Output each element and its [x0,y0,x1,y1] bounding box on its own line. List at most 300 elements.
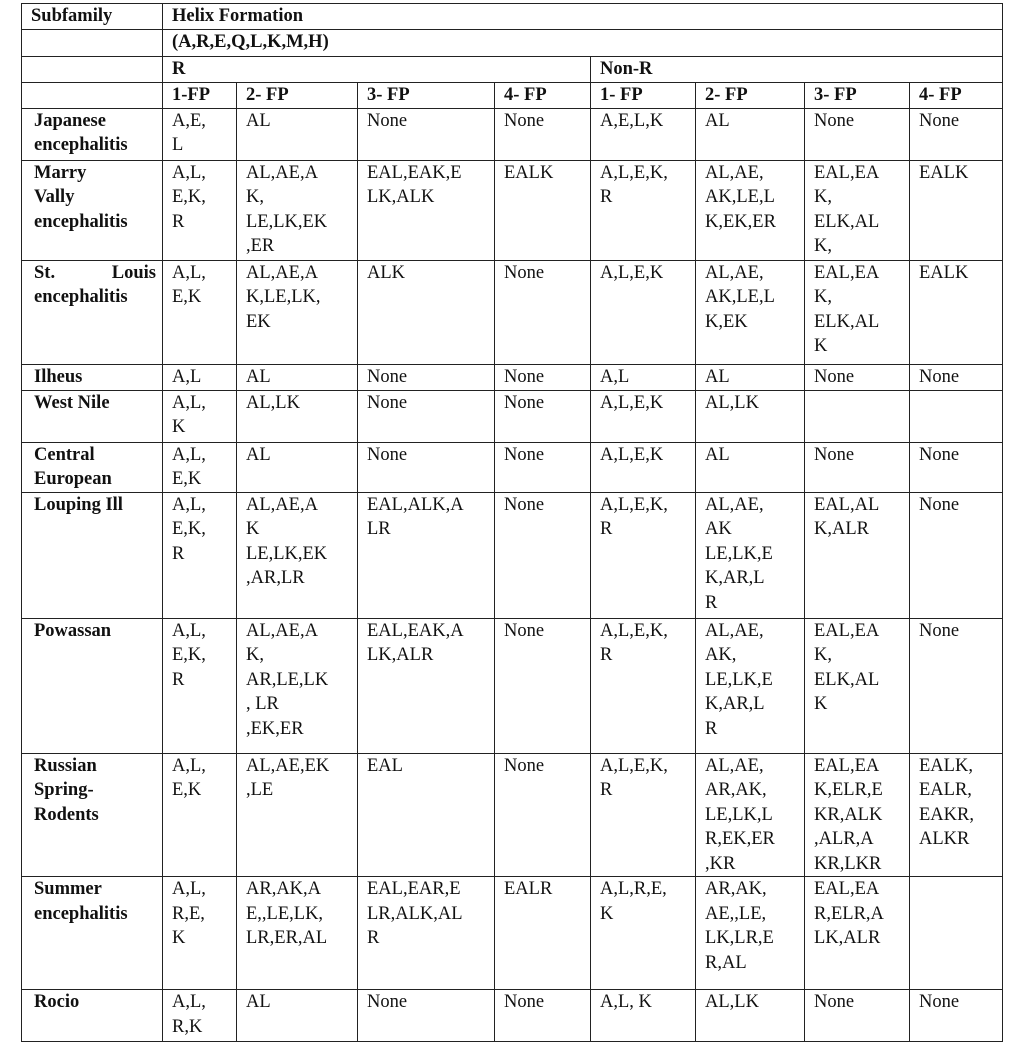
data-cell [591,442,696,492]
cell-value-line: EAL,ALK,A [367,494,464,515]
data-cell [805,108,910,160]
cell-value-line: R,E, [172,903,205,924]
data-cell [696,492,805,618]
data-cell [237,442,358,492]
cell-value-line: A,L, [172,494,206,515]
group-non-r-header: Non-R [591,56,1003,82]
data-cell [163,260,237,364]
cell-value-line: EAL,AL [814,494,880,515]
data-cell [163,364,237,390]
table-row [22,618,1003,753]
cell-value-line: LE,LK,L [705,804,773,825]
data-cell [495,108,591,160]
cell-value-line: K, [814,645,832,665]
cell-value-line: AR,LE,LK [246,669,329,690]
cell-value-line: None [919,620,960,641]
data-cell [237,390,358,442]
empty-header-cell [22,82,163,108]
cell-value-line: EALR [504,879,553,899]
cell-value-line: K,AR,L [705,694,765,714]
cell-value-line: EAL,EA [814,879,880,899]
data-cell [591,492,696,618]
cell-value-line: AL,AE, [705,494,764,515]
cell-value-line: R,ELR,A [814,903,884,924]
data-cell [495,877,591,990]
data-cell [237,160,358,260]
cell-value-line: A,L, K [600,992,652,1012]
data-cell [358,390,495,442]
cell-value-line: E,K [172,780,202,800]
cell-value-line: EAL,EAK,E [367,162,462,183]
cell-value-line: AK [705,519,732,539]
cell-value-line: None [919,992,960,1012]
cell-value-line: K [246,519,260,539]
cell-value-line: K,EK,ER [705,211,776,232]
data-cell [805,877,910,990]
cell-value-line: None [504,755,545,776]
table-row [22,160,1003,260]
cell-value-line: R,AL [705,952,747,973]
subfamily-cell [22,160,163,260]
column-header: 4- FP [495,82,591,108]
data-cell [163,442,237,492]
data-cell [358,442,495,492]
helix-formation-table [21,3,1003,1042]
cell-value-line: AR,AK, [705,879,767,899]
data-cell [237,108,358,160]
cell-value-line: AL [705,444,730,465]
data-cell [358,492,495,618]
table-row [22,990,1003,1042]
cell-value-line: LE,LK,EK [246,211,328,232]
cell-value-line: KR,ALK [814,804,883,825]
cell-value-line: AL,LK [705,392,759,413]
data-cell [696,442,805,492]
data-cell [163,160,237,260]
cell-value-line: None [814,366,855,387]
cell-value-line: A,L [172,366,202,387]
subfamily-name-line: Louping Ill [34,494,123,515]
cell-value-line: E,K, [172,645,206,665]
cell-value-line: LR,ER,AL [246,928,328,948]
data-cell [237,364,358,390]
cell-value-line: K,ELR,E [814,780,883,800]
cell-value-line: ELK,AL [814,669,880,690]
cell-value-line: A,L, [172,620,206,641]
column-header: 3- FP [358,82,495,108]
subfamily-name-line: Russian [34,755,97,776]
cell-value-line: L [172,135,184,155]
cell-value-line: K, [814,187,832,207]
cell-value-line: R [705,718,718,739]
data-cell [495,364,591,390]
data-cell [805,753,910,877]
data-cell [591,390,696,442]
data-cell [237,260,358,364]
cell-value-line: None [504,110,545,131]
subfamily-name-line: European [34,469,112,489]
cell-value-line: A,L,E,K, [600,620,668,641]
cell-value-line: A,L, [172,162,206,183]
cell-value-line: R [600,519,613,539]
data-cell [163,753,237,877]
data-cell [163,877,237,990]
data-cell [358,753,495,877]
data-cell [805,618,910,753]
cell-value-line: None [919,366,960,387]
cell-value-line: None [504,366,545,387]
cell-value-line: LE,LK,E [705,669,773,690]
subfamily-header: Subfamily [22,4,163,30]
subfamily-cell [22,877,163,990]
cell-value-line: AL,LK [246,392,300,413]
cell-value-line: A,L [600,366,630,387]
data-cell [591,990,696,1042]
data-cell [237,877,358,990]
cell-value-line: ,EK,ER [246,718,304,739]
cell-value-line: EAL [367,755,403,776]
cell-value-line: AL,AE, [705,755,764,776]
cell-value-line: LK,LR,E [705,928,774,948]
cell-value-line: AL [246,366,271,387]
data-cell [358,877,495,990]
cell-value-line: E,K, [172,519,206,539]
cell-value-line: E,K [172,469,202,489]
column-header: 2- FP [696,82,805,108]
column-header: 2- FP [237,82,358,108]
data-cell [805,442,910,492]
cell-value-line: AL [705,366,730,387]
empty-header-cell [22,29,163,56]
cell-value-line: K,EK [705,311,748,332]
cell-value-line: None [504,262,545,283]
data-cell [358,260,495,364]
cell-value-line: A,E, [172,110,206,131]
subfamily-name-line: Rocio [34,992,80,1012]
data-cell [910,877,1003,990]
data-cell [358,108,495,160]
data-cell [591,364,696,390]
cell-value-line: E,K, [172,187,206,207]
data-cell [696,753,805,877]
data-cell [495,160,591,260]
header-row-columns [22,82,1003,108]
cell-value-line: ELK,AL [814,311,880,332]
cell-value-line: K [814,694,828,714]
subfamily-name-line: Marry [34,162,87,183]
cell-value-line: None [919,444,960,465]
data-cell [237,492,358,618]
group-r-header: R [163,56,591,82]
cell-value-line: AK,LE,L [705,287,775,307]
subfamily-name-line: Central [34,444,95,465]
data-cell [910,442,1003,492]
data-cell [910,108,1003,160]
subfamily-cell [22,990,163,1042]
subfamily-name-line: Rodents [34,804,99,825]
cell-value-line: ,AR,LR [246,568,305,588]
cell-value-line: AL,AE,A [246,620,318,641]
subfamily-cell [22,260,163,364]
data-cell [696,390,805,442]
data-cell [696,160,805,260]
cell-value-line: A,L,E,K [600,392,664,413]
data-cell [696,260,805,364]
cell-value-line: ,ER [246,236,275,256]
data-cell [495,390,591,442]
data-cell [805,492,910,618]
cell-value-line: R,EK,ER [705,829,775,849]
cell-value-line: LE,LK,E [705,543,773,564]
cell-value-line: A,L, [172,755,206,776]
cell-value-line: AL [246,110,271,131]
cell-value-line: EAL,EA [814,620,880,641]
cell-value-line: AK,LE,L [705,187,775,207]
data-cell [358,364,495,390]
data-cell [358,160,495,260]
data-cell [163,618,237,753]
data-cell [358,990,495,1042]
cell-value-line: LK,ALK [367,187,435,207]
table-row [22,877,1003,990]
cell-value-line: A,L,E,K, [600,162,668,183]
data-cell [495,492,591,618]
column-header: 1-FP [163,82,237,108]
cell-value-line: AL,AE, [705,162,764,183]
subfamily-cell [22,108,163,160]
data-cell [696,618,805,753]
cell-value-line: K,LE,LK, [246,287,321,307]
cell-value-line: EALR, [919,780,972,800]
cell-value-line: R [172,543,185,564]
data-cell [910,990,1003,1042]
cell-value-line: None [814,992,855,1012]
table-row [22,753,1003,877]
cell-value-line: ,ALR,A [814,829,874,849]
data-cell [805,390,910,442]
subfamily-name-line: Ilheus [34,366,83,387]
data-cell [358,618,495,753]
data-cell [910,364,1003,390]
cell-value-line: EAL,EAK,A [367,620,464,641]
data-cell [910,618,1003,753]
cell-value-line: AL,AE,A [246,162,318,183]
data-cell [805,364,910,390]
cell-value-line: A,L, [172,392,206,413]
data-cell [495,260,591,364]
cell-value-line: EALK [504,162,554,183]
cell-value-line: LR,ALK,AL [367,903,463,924]
table-row [22,492,1003,618]
subfamily-name-line: West Nile [34,392,110,413]
data-cell [805,260,910,364]
data-cell [910,260,1003,364]
cell-value-line: AE,,LE, [705,903,767,924]
data-cell [237,990,358,1042]
cell-value-line: A,L,E,K [600,262,664,283]
subfamily-name-line: Spring- [34,780,94,800]
subfamily-name-line: encephalitis [34,135,128,155]
cell-value-line: EAL,EAR,E [367,879,461,899]
cell-value-line: AL,AE,A [246,494,318,515]
cell-value-line: None [504,392,545,413]
cell-value-line: R [367,928,380,948]
data-cell [495,618,591,753]
subfamily-cell [22,390,163,442]
cell-value-line: R [172,211,185,232]
cell-value-line: K,AR,L [705,568,765,588]
subfamily-cell [22,618,163,753]
cell-value-line: E,K [172,287,202,307]
data-cell [163,108,237,160]
data-cell [696,990,805,1042]
column-header: 1- FP [591,82,696,108]
cell-value-line: LR [367,519,391,539]
cell-value-line: ELK,AL [814,211,880,232]
subfamily-cell [22,753,163,877]
cell-value-line: K,ALR [814,519,869,539]
data-cell [910,492,1003,618]
data-cell [591,108,696,160]
data-cell [910,390,1003,442]
cell-value-line: EALK [919,162,969,183]
data-cell [163,990,237,1042]
header-row-residues [22,29,1003,56]
cell-value-line: AR,AK, [705,780,767,800]
cell-value-line: ALK [367,262,406,283]
cell-value-line: LE,LK,EK [246,543,328,564]
cell-value-line: R [705,592,718,613]
cell-value-line: None [504,620,545,641]
cell-value-line: K [172,928,186,948]
cell-value-line: , LR [246,694,279,714]
data-cell [805,160,910,260]
cell-value-line: None [919,110,960,131]
cell-value-line: K, [246,645,264,665]
subfamily-cell [22,492,163,618]
cell-value-line: K, [246,187,264,207]
cell-value-line: R [172,669,185,690]
cell-value-line: K [600,903,614,924]
cell-value-line: EAL,EA [814,755,880,776]
data-cell [805,990,910,1042]
data-cell [495,990,591,1042]
cell-value-line: EK [246,311,271,332]
residues-header: (A,R,E,Q,L,K,M,H) [163,29,1003,56]
data-cell [591,618,696,753]
cell-value-line: AL [705,110,730,131]
cell-value-line: A,L,E,K [600,444,664,465]
helix-formation-header: Helix Formation [163,4,1003,30]
cell-value-line: None [367,366,408,387]
subfamily-name-line: Japanese [34,110,106,131]
data-cell [591,753,696,877]
cell-value-line: A,L, [172,992,206,1012]
cell-value-line: None [367,110,408,131]
cell-value-line: AL [246,444,271,465]
cell-value-line: EAL,EA [814,262,880,283]
cell-value-line: KR,LKR [814,853,882,874]
subfamily-name-line: encephalitis [34,903,128,924]
cell-value-line: None [814,444,855,465]
subfamily-name-line: St. Louis [34,262,156,283]
column-header: 4- FP [910,82,1003,108]
cell-value-line: None [504,494,545,515]
subfamily-name-line: Vally [34,187,75,207]
subfamily-name-line: encephalitis [34,287,128,307]
cell-value-line: AL,LK [705,992,759,1012]
cell-value-line: None [504,444,545,465]
cell-value-line: E,,LE,LK, [246,903,324,924]
cell-value-line: A,E,L,K [600,110,664,131]
column-header: 3- FP [805,82,910,108]
cell-value-line: AL,AE, [705,262,764,283]
cell-value-line: None [367,392,408,413]
data-cell [696,108,805,160]
data-cell [910,160,1003,260]
cell-value-line: A,L,E,K, [600,494,668,515]
cell-value-line: R [600,187,613,207]
data-cell [910,753,1003,877]
cell-value-line: EAKR, [919,804,974,825]
cell-value-line: A,L, [172,879,206,899]
cell-value-line: LK,ALR [814,928,881,948]
cell-value-line: None [367,992,408,1012]
cell-value-line: ,LE [246,780,274,800]
cell-value-line: AL,AE,A [246,262,318,283]
cell-value-line: R [600,645,613,665]
cell-value-line: AL [246,992,271,1012]
data-cell [163,492,237,618]
cell-value-line: None [919,494,960,515]
data-cell [237,753,358,877]
subfamily-cell [22,442,163,492]
header-row-title [22,4,1003,30]
cell-value-line: A,L, [172,262,206,283]
cell-value-line: None [367,444,408,465]
cell-value-line: A,L, [172,444,206,465]
subfamily-name-line: Summer [34,879,102,899]
data-cell [591,160,696,260]
data-cell [237,618,358,753]
data-cell [696,364,805,390]
data-cell [495,442,591,492]
cell-value-line: K, [814,287,832,307]
table-row [22,108,1003,160]
cell-value-line: LK,ALR [367,645,434,665]
cell-value-line: AR,AK,A [246,879,322,899]
data-cell [696,877,805,990]
table-row [22,260,1003,364]
subfamily-name-line: encephalitis [34,211,128,232]
cell-value-line: R [600,780,613,800]
cell-value-line: EALK, [919,755,973,776]
cell-value-line: ALKR [919,829,970,849]
data-cell [163,390,237,442]
cell-value-line: A,L,R,E, [600,879,667,899]
cell-value-line: ,KR [705,853,736,874]
table-row [22,390,1003,442]
cell-value-line: EALK [919,262,969,283]
header-row-groups [22,56,1003,82]
table-row [22,364,1003,390]
empty-header-cell [22,56,163,82]
cell-value-line: K [172,417,186,437]
cell-value-line: AK, [705,645,737,665]
cell-value-line: R,K [172,1016,203,1037]
subfamily-name-line: Powassan [34,620,112,641]
cell-value-line: None [814,110,855,131]
